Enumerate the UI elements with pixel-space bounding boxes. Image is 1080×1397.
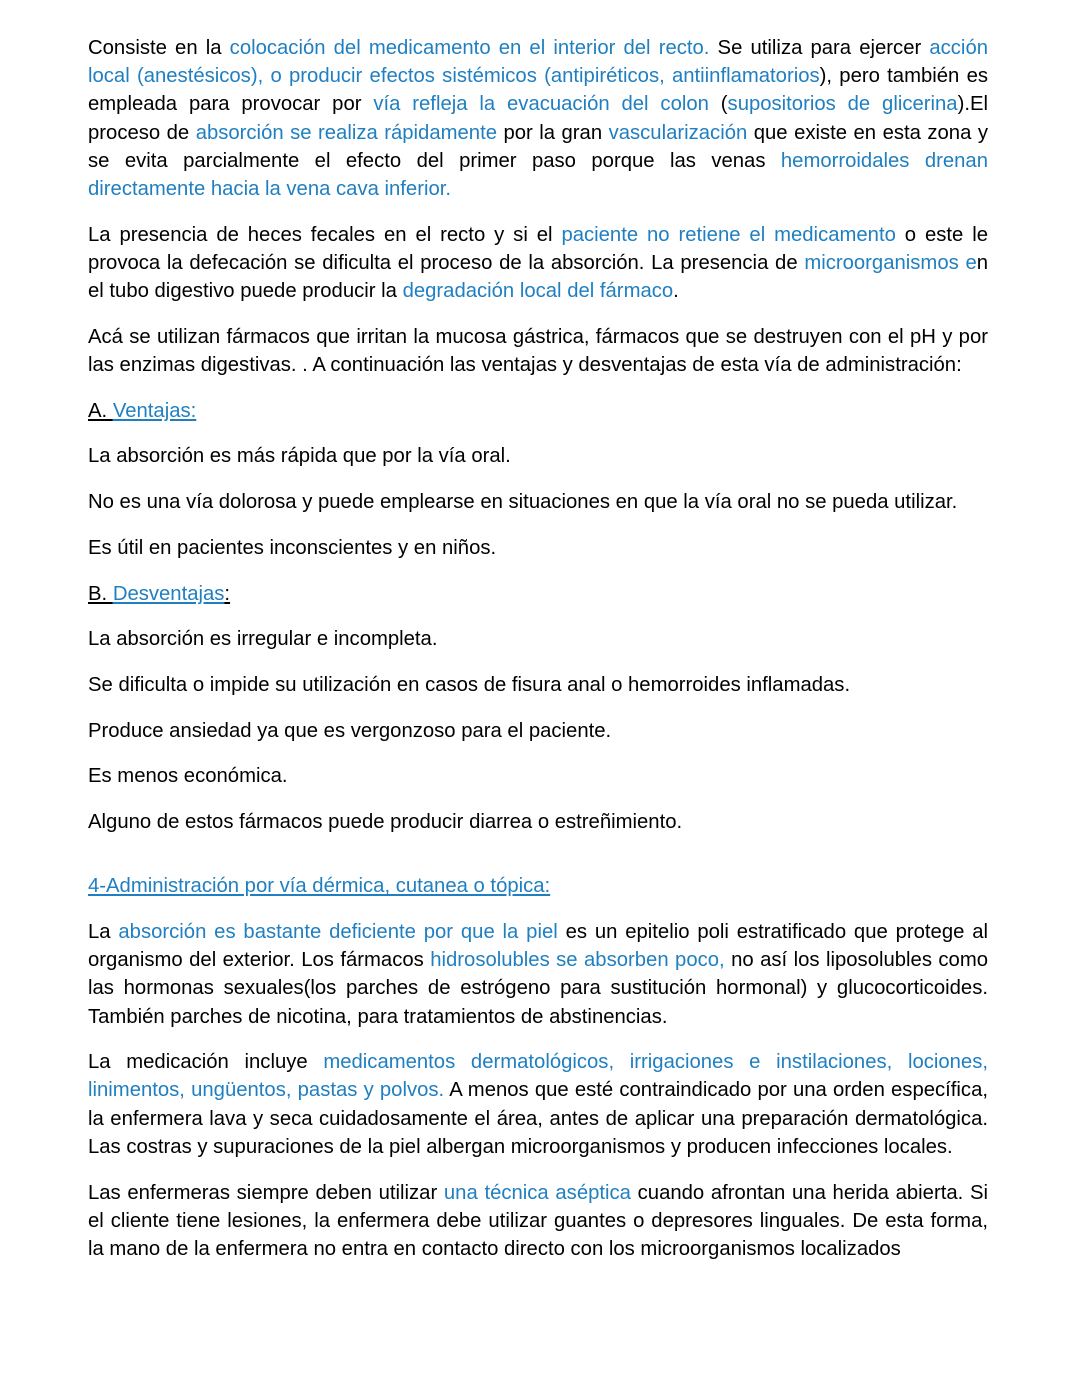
paragraph-dermal-medication: La medicación incluye medicamentos dermatológicos, irrigaciones e instilaciones, lociones, linimentos, ungüentos, pastas y polvos. A menos que esté contraindicado por una orden específica, la enfermera lava y seca cuidadosamente el área, antes de aplicar una preparación dermatológica. Las costras y supuraciones de la piel albergan microorganismos y producen infecciones locales. bbox=[88, 1051, 988, 1158]
highlight: absorción es bastante deficiente por que la piel bbox=[118, 920, 558, 943]
highlight: paciente no retiene el medicamento bbox=[561, 223, 896, 246]
heading-ventajas: A. Ventajas: bbox=[88, 399, 197, 422]
highlight: una técnica aséptica bbox=[443, 1181, 631, 1204]
list-item: Es útil en pacientes inconscientes y en niños. bbox=[88, 536, 497, 559]
paragraph-absorption-factors: La presencia de heces fecales en el recto y si el paciente no retiene el medicamento o este le provoca la defecación se dificulta el proceso de la absorción. La presencia de microorganismos en el tubo digestivo puede producir la degradación local del fármaco. bbox=[88, 223, 989, 303]
highlight: vascularización bbox=[608, 121, 748, 144]
highlight: degradación local del fármaco bbox=[402, 280, 674, 303]
list-item: La absorción es más rápida que por la vía oral. bbox=[88, 445, 511, 468]
list-item: Produce ansiedad ya que es vergonzoso para el paciente. bbox=[88, 719, 612, 742]
list-item: La absorción es irregular e incompleta. bbox=[88, 628, 438, 651]
paragraph-aseptic-technique: Las enfermeras siempre deben utilizar una técnica aséptica cuando afrontan una herida abierta. Si el cliente tiene lesiones, la enfermera debe utilizar guantes o depresores linguales. De esta forma, la mano de la enfermera no entra en contacto directo con los microorganismos localizados bbox=[88, 1181, 988, 1260]
highlight: supositorios de glicerina bbox=[727, 93, 958, 116]
section-heading-dermal: 4-Administración por vía dérmica, cutanea o tópica: bbox=[88, 875, 551, 898]
heading-desventajas: B. Desventajas: bbox=[88, 582, 231, 605]
paragraph-rectal-definition: Consiste en la colocación del medicamento en el interior del recto. Se utiliza para ejercer acción local (anestésicos), o producir efectos sistémicos (antipiréticos, antiinflamatorios), pero también es empleada para provocar por vía refleja la evacuación del colon (supositorios de glicerina).El proceso de absorción se realiza rápidamente por la gran vascularización que existe en esta zona y se evita parcialmente el efecto del primer paso porque las venas hemorroidales drenan directamente hacia la vena cava inferior. bbox=[88, 37, 989, 201]
highlight: vía refleja la evacuación del colon bbox=[373, 93, 709, 116]
highlight: hidrosolubles se absorben poco, bbox=[430, 949, 725, 972]
list-item: Es menos económica. bbox=[88, 765, 288, 788]
highlight: hemorroidales drenan directamente hacia la vena cava inferior. bbox=[88, 149, 988, 201]
highlight: microorganismos e bbox=[804, 251, 977, 274]
highlight: colocación del medicamento en el interior del recto. bbox=[229, 37, 710, 59]
list-item: No es una vía dolorosa y puede emplearse en situaciones en que la vía oral no se pueda utilizar. bbox=[88, 491, 958, 514]
list-item: Alguno de estos fármacos puede producir diarrea o estreñimiento. bbox=[88, 811, 683, 834]
highlight: absorción se realiza rápidamente bbox=[195, 121, 497, 144]
list-item: Se dificulta o impide su utilización en casos de fisura anal o hemorroides inflamadas. bbox=[88, 673, 851, 696]
highlight: medicamentos dermatológicos, irrigaciones e instilaciones, lociones, linimentos, ungüentos, pastas y polvos. bbox=[88, 1051, 988, 1102]
paragraph-intro-list: Acá se utilizan fármacos que irritan la mucosa gástrica, fármacos que se destruyen con el pH y por las enzimas digestivas. . A continuación las ventajas y desventajas de esta vía de administración: bbox=[88, 325, 988, 377]
highlight: acción local (anestésicos), o producir efectos sistémicos (antipiréticos, antiinflamatorios bbox=[88, 37, 989, 88]
paragraph-dermal-absorption: La absorción es bastante deficiente por que la piel es un epitelio poli estratificado que protege al organismo del exterior. Los fármacos hidrosolubles se absorben poco, no así los liposolubles como las hormonas sexuales(los parches de estrógeno para sustitución hormonal) y glucocorticoides. También parches de nicotina, para tratamientos de abstinencias. bbox=[88, 920, 989, 1028]
